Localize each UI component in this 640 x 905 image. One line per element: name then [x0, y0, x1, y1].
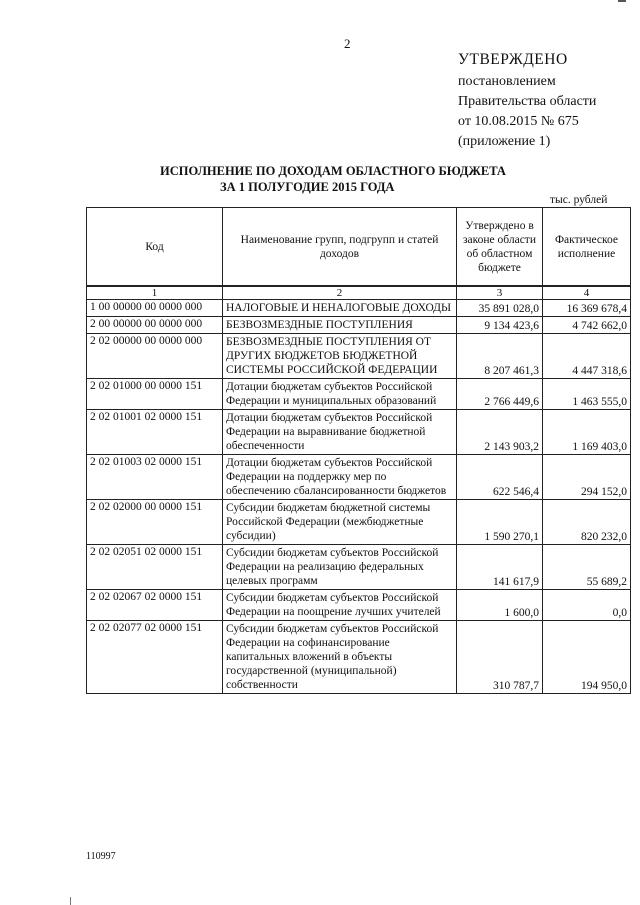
row-actual: 1 169 403,0 [543, 410, 631, 455]
document-title-line1: ИСПОЛНЕНИЕ ПО ДОХОДАМ ОБЛАСТНОГО БЮДЖЕТА [160, 164, 506, 178]
table-row [87, 590, 631, 621]
row-actual: 0,0 [543, 590, 631, 621]
row-approved: 141 617,9 [457, 545, 543, 590]
column-number: 4 [543, 286, 631, 300]
row-name: БЕЗВОЗМЕЗДНЫЕ ПОСТУПЛЕНИЯ [223, 317, 457, 334]
table-row [87, 410, 631, 455]
column-number: 3 [457, 286, 543, 300]
row-code: 2 02 02067 02 0000 151 [87, 590, 223, 621]
row-approved: 1 600,0 [457, 590, 543, 621]
row-name: Субсидии бюджетам субъектов Российской Федерации на софинансирование капитальных вложений в объекты государственной (муниципальной) собственности [223, 621, 457, 694]
row-name: НАЛОГОВЫЕ И НЕНАЛОГОВЫЕ ДОХОДЫ [223, 300, 457, 317]
row-name: Дотации бюджетам субъектов Российской Федерации и муниципальных образований [223, 379, 457, 410]
approval-stamp [458, 50, 596, 152]
row-actual: 4 447 318,6 [543, 334, 631, 379]
row-code: 2 02 02077 02 0000 151 [87, 621, 223, 694]
row-approved: 310 787,7 [457, 621, 543, 694]
approval-line: (приложение 1) [458, 134, 551, 149]
page-number: 2 [344, 36, 351, 51]
header-approved: Утверждено в законе области об областном бюджете [457, 208, 543, 287]
row-code: 2 02 01003 02 0000 151 [87, 455, 223, 500]
column-number: 2 [223, 286, 457, 300]
row-actual: 194 950,0 [543, 621, 631, 694]
row-actual: 1 463 555,0 [543, 379, 631, 410]
income-table [86, 207, 631, 694]
header-name: Наименование групп, подгрупп и статей доходов [223, 208, 457, 287]
row-approved: 622 546,4 [457, 455, 543, 500]
row-approved: 35 891 028,0 [457, 300, 543, 317]
scan-mark-top [618, 0, 626, 2]
row-actual: 16 369 678,4 [543, 300, 631, 317]
row-approved: 1 590 270,1 [457, 500, 543, 545]
table-row [87, 300, 631, 317]
row-code: 2 02 01001 02 0000 151 [87, 410, 223, 455]
row-name: Субсидии бюджетам субъектов Российской Федерации на реализацию федеральных целевых программ [223, 545, 457, 590]
row-code: 2 00 00000 00 0000 000 [87, 317, 223, 334]
approval-line: постановлением [458, 74, 556, 89]
table-header-row [87, 208, 631, 287]
header-actual: Фактическое исполнение [543, 208, 631, 287]
column-number-row [87, 286, 631, 300]
row-actual: 820 232,0 [543, 500, 631, 545]
row-name: Субсидии бюджетам субъектов Российской Федерации на поощрение лучших учителей [223, 590, 457, 621]
row-approved: 2 143 903,2 [457, 410, 543, 455]
row-code: 2 02 00000 00 0000 000 [87, 334, 223, 379]
table-row [87, 334, 631, 379]
row-code: 1 00 00000 00 0000 000 [87, 300, 223, 317]
approval-line: от 10.08.2015 № 675 [458, 114, 579, 129]
row-actual: 294 152,0 [543, 455, 631, 500]
approval-line: Правительства области [458, 94, 597, 109]
table-row [87, 455, 631, 500]
document-title-line2: ЗА 1 ПОЛУГОДИЕ 2015 ГОДА [220, 180, 395, 194]
row-actual: 55 689,2 [543, 545, 631, 590]
row-code: 2 02 02000 00 0000 151 [87, 500, 223, 545]
row-name: Дотации бюджетам субъектов Российской Федерации на выравнивание бюджетной обеспеченности [223, 410, 457, 455]
table-row [87, 317, 631, 334]
row-approved: 2 766 449,6 [457, 379, 543, 410]
header-code: Код [87, 208, 223, 287]
row-actual: 4 742 662,0 [543, 317, 631, 334]
column-number: 1 [87, 286, 223, 300]
row-approved: 8 207 461,3 [457, 334, 543, 379]
table-row [87, 621, 631, 694]
document-code: 110997 [86, 851, 116, 862]
row-code: 2 02 02051 02 0000 151 [87, 545, 223, 590]
units-label: тыс. рублей [550, 194, 608, 206]
approval-heading: УТВЕРЖДЕНО [458, 51, 568, 68]
table-row [87, 545, 631, 590]
row-code: 2 02 01000 00 0000 151 [87, 379, 223, 410]
row-approved: 9 134 423,6 [457, 317, 543, 334]
row-name: БЕЗВОЗМЕЗДНЫЕ ПОСТУПЛЕНИЯ ОТ ДРУГИХ БЮДЖЕТОВ БЮДЖЕТНОЙ СИСТЕМЫ РОССИЙСКОЙ ФЕДЕРАЦИИ [223, 334, 457, 379]
table-row [87, 379, 631, 410]
row-name: Дотации бюджетам субъектов Российской Федерации на поддержку мер по обеспечению сбалансированности бюджетов [223, 455, 457, 500]
scan-mark-bottom [70, 897, 71, 905]
row-name: Субсидии бюджетам бюджетной системы Российской Федерации (межбюджетные субсидии) [223, 500, 457, 545]
table-row [87, 500, 631, 545]
